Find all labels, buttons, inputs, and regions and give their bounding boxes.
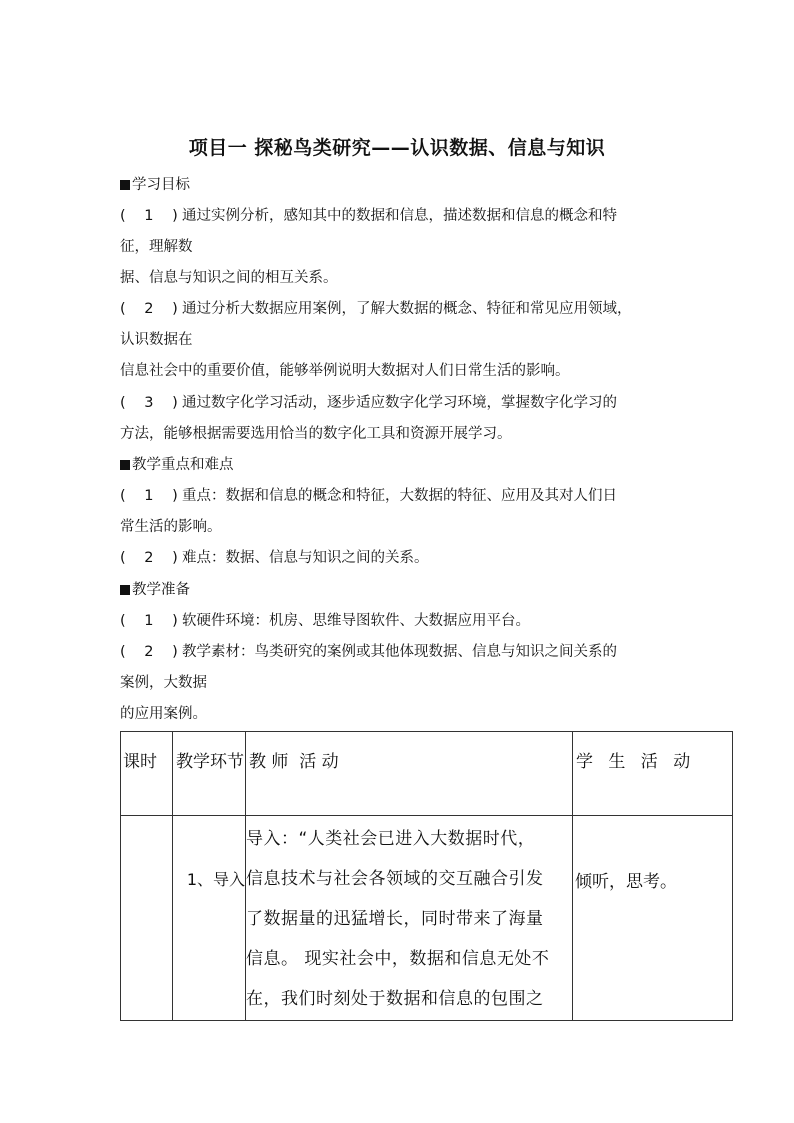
key-point-1-line-2: 常生活的影响。 — [120, 519, 222, 535]
section-heading-key-points: 教学重点和难点 — [120, 455, 234, 475]
teacher-line: 了数据量的迅猛增长，同时带来了海量 — [246, 909, 544, 929]
key-point-2: ( 2 )难点：数据、信息与知识之间的关系。 — [120, 550, 429, 566]
header-cell-student: 学 生 活 动 — [573, 732, 733, 816]
goal-2-line-2: 认识数据在 — [120, 332, 193, 348]
goal-1: ( 1 )通过实例分析，感知其中的数据和信息，描述数据和信息的概念和特 — [120, 208, 617, 224]
goal-1-line-3: 据、信息与知识之间的相互关系。 — [120, 270, 338, 286]
goal-2: ( 2 )通过分析大数据应用案例，了解大数据的概念、特征和常见应用领域， — [120, 301, 632, 317]
table-row — [121, 816, 733, 1021]
prep-2-line-3: 的应用案例。 — [120, 706, 207, 722]
teacher-line: 信息。 现实社会中，数据和信息无处不 — [246, 949, 550, 969]
square-bullet-icon — [120, 585, 130, 595]
goal-1-line-2: 征，理解数 — [120, 239, 193, 255]
header-cell-hour: 课时 — [121, 732, 173, 816]
square-bullet-icon — [120, 460, 130, 470]
teacher-line: 信息技术与社会各领域的交互融合引发 — [246, 869, 544, 889]
lesson-plan-table — [120, 731, 733, 1021]
goal-3: ( 3 )通过数字化学习活动，逐步适应数字化学习环境，掌握数字化学习的 — [120, 395, 617, 411]
prep-1: ( 1 )软硬件环境：机房、思维导图软件、大数据应用平台。 — [120, 613, 530, 629]
goal-2-line-3: 信息社会中的重要价值，能够举例说明大数据对人们日常生活的影响。 — [120, 363, 570, 379]
table-header-row — [121, 732, 733, 816]
teacher-line: 导入：“人类社会已进入大数据时代， — [246, 829, 536, 849]
goal-3-line-2: 方法，能够根据需要选用恰当的数字化工具和资源开展学习。 — [120, 426, 512, 442]
header-cell-teacher: 教 师 活 动 — [246, 732, 573, 816]
cell-step: 1、导入 — [173, 816, 246, 1021]
key-point-1: ( 1 )重点：数据和信息的概念和特征，大数据的特征、应用及其对人们日 — [120, 488, 617, 504]
page-title: 项目一 探秘鸟类研究——认识数据、信息与知识 — [188, 137, 606, 159]
cell-teacher-activity — [246, 816, 573, 1021]
cell-hour — [121, 816, 173, 1021]
prep-2-line-2: 案例，大数据 — [120, 675, 207, 691]
section-heading-preparation: 教学准备 — [120, 580, 190, 600]
section-heading-goals: 学习目标 — [120, 175, 190, 195]
prep-2: ( 2 )教学素材：鸟类研究的案例或其他体现数据、信息与知识之间关系的 — [120, 644, 617, 660]
cell-student-activity: 倾听，思考。 — [573, 816, 733, 1021]
square-bullet-icon — [120, 180, 130, 190]
teacher-line: 在，我们时刻处于数据和信息的包围之 — [246, 989, 544, 1009]
header-cell-step: 教学环节 — [173, 732, 246, 816]
